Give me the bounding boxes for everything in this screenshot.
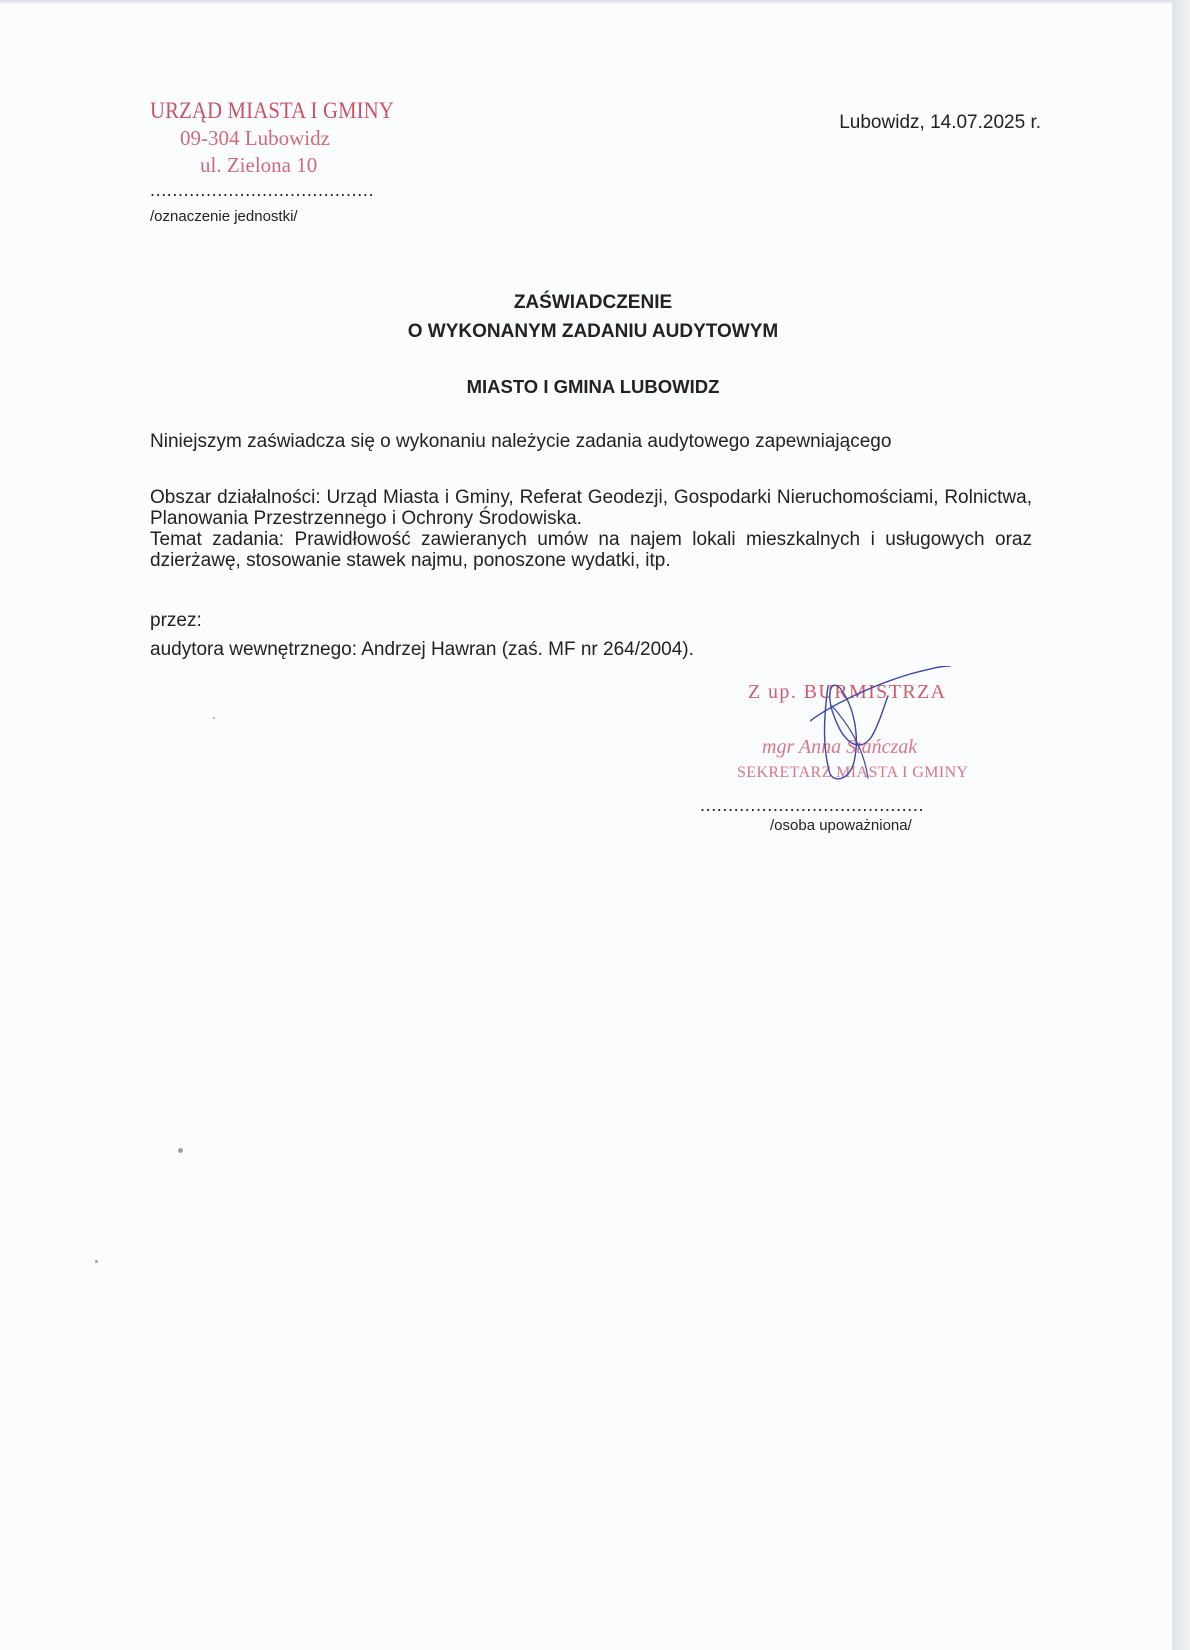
intro-text: Niniejszym zaświadcza się o wykonaniu należycie zadania audytowego zapewniającego	[150, 431, 892, 452]
unit-caption: /oznaczenie jednostki/	[150, 208, 298, 225]
unit-stamp-street: ul. Zielona 10	[200, 153, 318, 177]
scan-speck	[95, 1260, 98, 1263]
topic-label: Temat zadania:	[150, 529, 285, 550]
unit-stamp-postal: 09-304 Lubowidz	[180, 126, 330, 150]
scan-speck	[213, 717, 215, 719]
unit-stamp-name: URZĄD MIASTA I GMINY	[150, 98, 395, 123]
document-title	[0, 288, 1172, 346]
area-paragraph	[150, 487, 1032, 529]
signature-role: SEKRETARZ MIASTA I GMINY	[737, 764, 969, 781]
area-text: Urząd Miasta i Gminy, Referat Geodezji, Gospodarki Nieruchomościami, Rolnictwa, Planowania Przestrzennego i Ochrony Środowiska.	[150, 487, 1032, 529]
topic-paragraph	[150, 529, 1032, 571]
by-label: przez:	[150, 610, 202, 631]
scan-top-shadow	[0, 0, 1172, 4]
title-line-1: ZAŚWIADCZENIE	[513, 292, 673, 313]
entity-name: MIASTO I GMINA LUBOWIDZ	[466, 376, 720, 397]
body-paragraph	[150, 487, 1032, 571]
person-dotted-line: ........................................	[700, 795, 925, 815]
topic-text: Prawidłowość zawieranych umów na najem lokali mieszkalnych i usługowych oraz dzierżawę, stosowanie stawek najmu, ponoszone wydatki, itp.	[150, 529, 1032, 571]
auditor-line: audytora wewnętrznego: Andrzej Hawran (zaś. MF nr 264/2004).	[150, 639, 694, 660]
unit-dotted-line: ........................................	[150, 180, 375, 200]
scan-speck	[178, 1148, 183, 1153]
paper-edge	[1172, 0, 1190, 1650]
signature-name: mgr Anna Stańczak	[762, 736, 918, 758]
signature-stamp	[700, 676, 1000, 786]
signature-authority: Z up. BURMISTRZA	[748, 681, 947, 703]
handwritten-signature	[810, 666, 960, 786]
document-date: Lubowidz, 14.07.2025 r.	[839, 112, 1041, 133]
title-line-2: O WYKONANYM ZADANIU AUDYTOWYM	[407, 321, 779, 342]
person-caption: /osoba upoważniona/	[770, 817, 912, 834]
unit-stamp	[150, 98, 410, 178]
area-label: Obszar działalności:	[150, 487, 321, 508]
